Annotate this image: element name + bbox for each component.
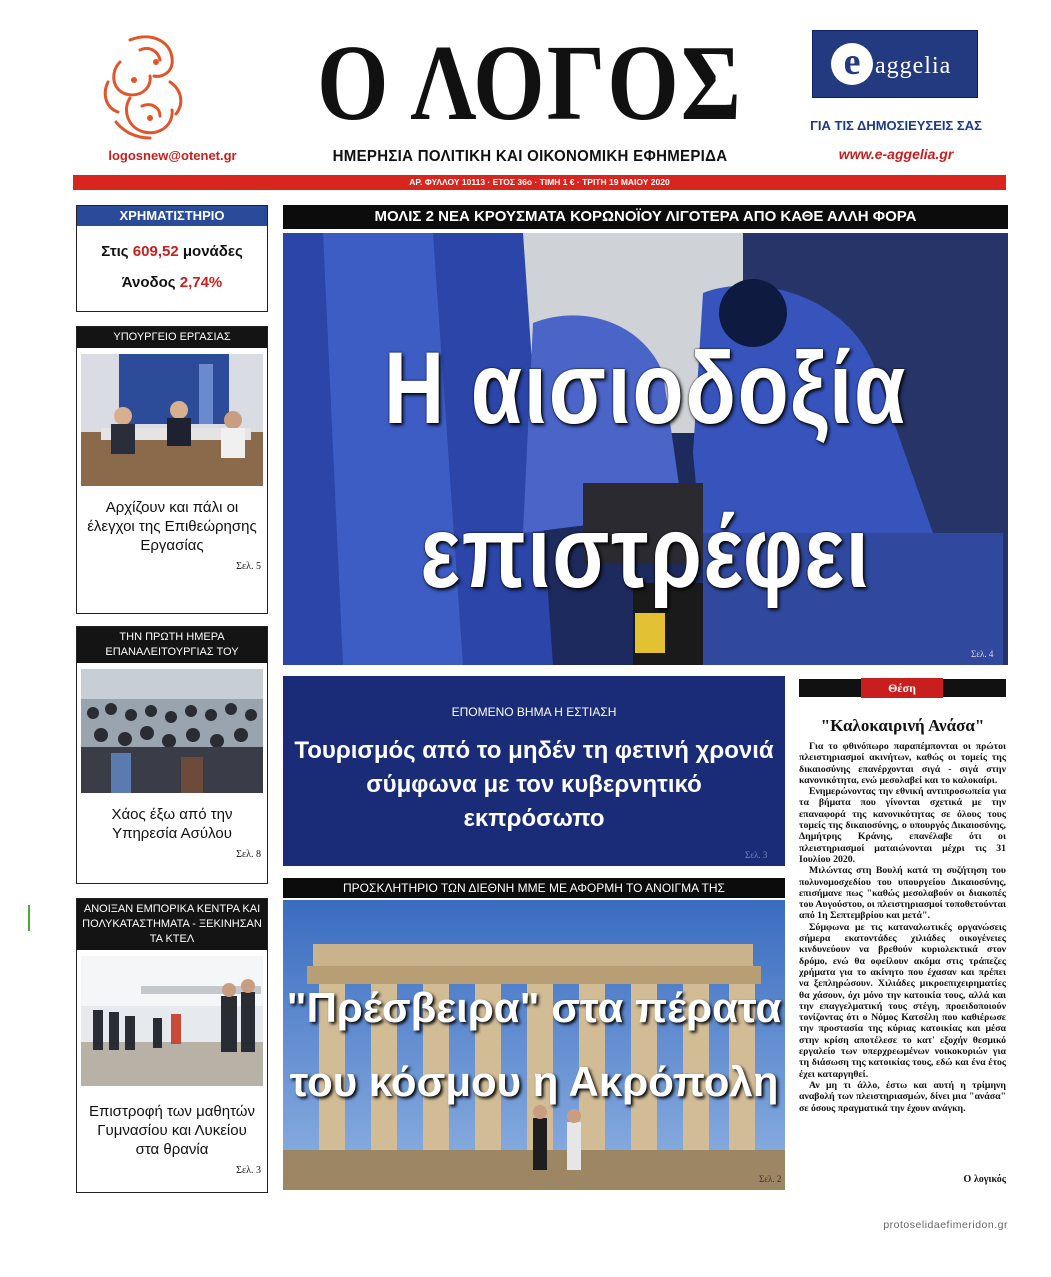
editorial-paragraph: Σύμφωνα με τις καταναλωτικές οργανώσεις σήμερα εκατοντάδες χιλιάδες οικογένειες κινδυνεύουν να βρεθούν κυριολεκτικά στον δρόμο, ενώ θα οφείλουν ακόμα στις τράπεζες χρήματα για το ακίνητο που έχασαν και πρέπει να ξεπληρώσουν. Χιλιάδες μικροεπιχειρηματίες θα χάσουν, όχι μόνο την κατοικία τους, αλλά και την επαγγελματική τους στέγη, προειδοποιούν τονίζοντας ότι ο Νόμος Κατσέλη που καθιέρωσε την προστασία της κύριας κατοικίας και μέσα στην κρίση αποτέλεσε το κατ' εξοχήν θεσμικό εργαλείο των υπερχρεωμένων νοικοκυριών για τη διάσωση της κατοικίας τους, εδώ και ένα έτος έχει καταργηθεί. (799, 921, 1006, 1080)
newspaper-logo-icon (100, 32, 188, 142)
margin-mark (28, 905, 30, 931)
story-page: Σελ. 8 (236, 849, 261, 860)
tourism-story[interactable] (283, 676, 785, 866)
acropolis-banner: ΠΡΟΣΚΛΗΤΗΡΙΟ ΤΩΝ ΔΙΕΘΝΗ ΜΜΕ ΜΕ ΑΦΟΡΜΗ ΤΟ ΑΝΟΙΓΜΑ ΤΗΣ (283, 878, 785, 898)
editorial-paragraph: Μιλώντας στη Βουλή κατά τη συζήτηση του πολυνομοσχεδίου του υπουργείου Δικαιοσύνης, επισήμανε πως "καθώς μεσολαβούν οι διακοπές του Αυγούστου, οι πλειστηριασμοί τοποθετούνται από 1η Σεπτεμβρίου και μετά". (799, 865, 1006, 922)
labor-ministry-photo (81, 354, 263, 486)
editorial-title: "Καλοκαιρινή Ανάσα" (820, 716, 985, 735)
stock-change-value: 2,74% (179, 274, 223, 291)
editorial-paragraph: Ενημερώνοντας την εθνική αντιπροσωπεία για τα βήματα που γίνονται σχετικά με την επαναφορά της κανονικότητας σε όλους τους τομείς της δικαιοσύνης, ο υπουργός Δικαιοσύνης, Δημήτρης Κράνης, επανέλαβε ότι οι πλειστηριασμοί ματαιώνονται μέχρι τις 31 Ιουλίου 2020. (799, 786, 1006, 865)
lead-title-line2: επιστρέφει (420, 495, 871, 609)
editorial-signature: Ο λογικός (963, 1174, 1006, 1185)
stock-market-box (76, 205, 268, 312)
editorial-body (799, 741, 1006, 1114)
stock-index-value: 609,52 (132, 243, 179, 260)
acropolis-title-line1: "Πρέσβειρα" στα πέρατα (286, 984, 782, 1031)
lead-title-line1: Η αισιοδοξία (383, 331, 908, 445)
stock-header: ΧΡΗΜΑΤΙΣΤΗΡΙΟ (77, 206, 267, 226)
eaggelia-url[interactable]: www.e-aggelia.gr (838, 146, 954, 162)
stock-change-line (77, 274, 267, 291)
acropolis-title-line2: του κόσμου η Ακρόπολη (289, 1058, 779, 1105)
students-photo (81, 956, 263, 1086)
stock-index-pre: Στις (101, 243, 129, 260)
story-headline: Χάος έξω από την Υπηρεσία Ασύλου (111, 806, 233, 842)
editorial-section-bar (799, 676, 1006, 700)
eaggelia-tagline: ΓΙΑ ΤΙΣ ΔΗΜΟΣΙΕΥΣΕΙΣ ΣΑΣ (810, 118, 982, 133)
acropolis-page-ref: Σελ. 2 (759, 1174, 782, 1184)
story-headline: Αρχίζουν και πάλι οι έλεγχοι της Επιθεώρησης Εργασίας (87, 499, 257, 554)
lead-story[interactable] (283, 233, 1008, 665)
acropolis-story[interactable] (283, 900, 785, 1190)
story-headline: Επιστροφή των μαθητών Γυμνασίου και Λυκείου στα θρανία (89, 1103, 255, 1158)
story-page: Σελ. 3 (236, 1165, 261, 1176)
tourism-kicker: ΕΠΟΜΕΝΟ ΒΗΜΑ Η ΕΣΤΙΑΣΗ (451, 705, 617, 719)
story-kicker: ΑΝΟΙΞΑΝ ΕΜΠΟΡΙΚΑ ΚΕΝΤΡΑ ΚΑΙ ΠΟΛΥΚΑΤΑΣΤΗΜΑΤΑ - ΞΕΚΙΝΗΣΑΝ ΤΑ ΚΤΕΛ (77, 899, 267, 950)
tourism-page-ref: Σελ. 3 (745, 850, 768, 860)
story-kicker: ΤΗΝ ΠΡΩΤΗ ΗΜΕΡΑ ΕΠΑΝΑΛΕΙΤΟΥΡΓΙΑΣ ΤΟΥ (77, 627, 267, 663)
source-site: protoselidaefimeridon.gr (883, 1219, 1008, 1231)
sidebar-story-asylum[interactable] (76, 626, 268, 884)
stock-change-pre: Άνοδος (121, 274, 176, 291)
newspaper-title: Ο ΛΟΓΟΣ (317, 22, 743, 143)
stock-index-post: μονάδες (182, 243, 243, 260)
editorial-paragraph: Για το φθινόπωρο παραπέμπονται οι πρώτοι πλειστηριασμοί ακινήτων, καθώς οι τομείς της δικαιοσύνης επανέρχονται σιγά - σιγά στην κανονικότητα, ενώ μεσολαβεί και το καλοκαίρι. (799, 741, 1006, 786)
sidebar-story-labor[interactable] (76, 326, 268, 614)
story-page: Σελ. 5 (236, 561, 261, 572)
newspaper-subtitle: ΗΜΕΡΗΣΙΑ ΠΟΛΙΤΙΚΗ ΚΑΙ ΟΙΚΟΝΟΜΙΚΗ ΕΦΗΜΕΡΙΔΑ (332, 148, 728, 165)
asylum-crowd-photo (81, 669, 263, 793)
stock-index-line (77, 243, 267, 260)
eaggelia-ad[interactable] (812, 30, 978, 98)
editorial-section-label: Θέση (861, 678, 943, 698)
lead-banner: ΜΟΛΙΣ 2 ΝΕΑ ΚΡΟΥΣΜΑΤΑ ΚΟΡΩΝΟΪΟΥ ΛΙΓΟΤΕΡΑ ΑΠΟ ΚΑΘΕ ΑΛΛΗ ΦΟΡΑ (283, 205, 1008, 229)
story-kicker: ΥΠΟΥΡΓΕΙΟ ΕΡΓΑΣΙΑΣ (77, 327, 267, 348)
tourism-headline: Τουρισμός από το μηδέν τη φετινή χρονιά σύμφωνα με τον κυβερνητικό εκπρόσωπο (294, 737, 774, 832)
issue-info-bar: ΑΡ. ΦΥΛΛΟΥ 10113 · ΕΤΟΣ 36ο · ΤΙΜΗ 1 € · ΤΡΙΤΗ 19 ΜΑΙΟΥ 2020 (73, 175, 1006, 190)
sidebar-story-schools[interactable] (76, 898, 268, 1193)
lead-page-ref: Σελ. 4 (971, 649, 994, 659)
contact-email: logosnew@otenet.gr (108, 148, 237, 163)
editorial-paragraph: Αν μη τι άλλο, έστω και αυτή η τρίμηνη αναβολή των πλειστηριασμών, δίνει μια "ανάσα" σε όσους πραγματικά την έχουν ανάγκη. (799, 1079, 1006, 1114)
eaggelia-logo-icon: e (831, 43, 873, 85)
eaggelia-brand: aggelia (875, 53, 952, 79)
acropolis-photo (283, 900, 785, 1190)
